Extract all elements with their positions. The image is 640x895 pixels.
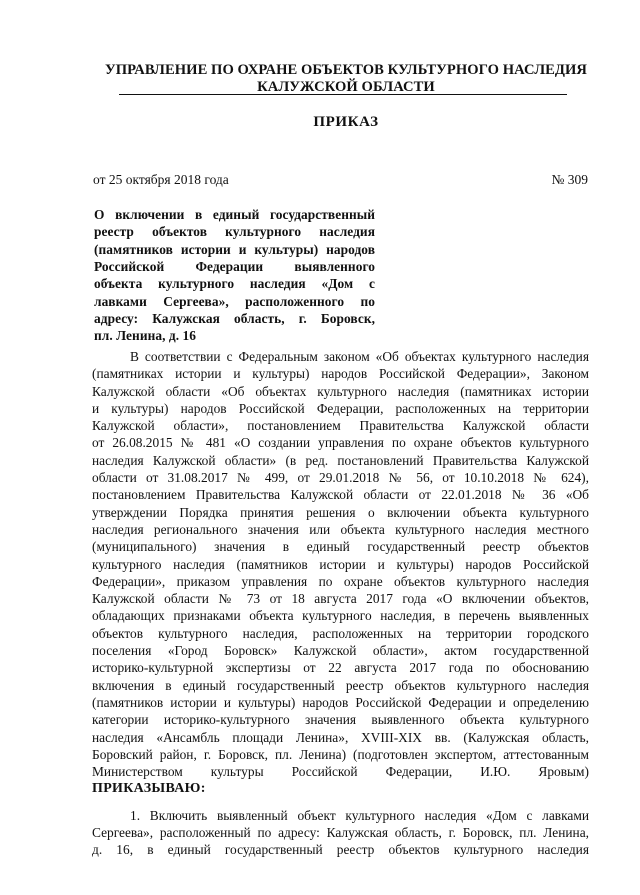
item-line: Сергеева», расположенный по адресу: Калужская область, г. Боровск, пл. Ленина, — [92, 825, 589, 841]
body-line: Боровский район, г. Боровск, пл. Ленина) (подготовлен экспертом, аттестованным — [92, 746, 589, 762]
subject-line: (памятников истории и культуры) народов — [94, 241, 375, 257]
organization-name-line-1: УПРАВЛЕНИЕ ПО ОХРАНЕ ОБЪЕКТОВ КУЛЬТУРНОГО НАСЛЕДИЯ — [104, 62, 587, 78]
body-line: включения в единый государственный реестр объектов культурного наследия — [92, 677, 589, 693]
body-line: наследия регионального значения или объекта культурного наследия местного — [92, 521, 589, 537]
subject-line: реестр объектов культурного наследия — [94, 224, 375, 240]
body-line: наследия «Ансамбль площади Ленина», XVIII-XIX вв. (Калужская область, — [92, 729, 589, 745]
subject-line: объекта культурного наследия «Дом с — [94, 276, 375, 292]
body-line: культурного наследия (памятников истории и культуры) народов Российской — [92, 556, 589, 572]
subject-line: лавками Сергеева», расположенного по — [94, 293, 375, 309]
body-line: постановлением Правительства Калужской области от 22.01.2018 № 36 «Об — [92, 487, 589, 503]
body-line: объектов культурного наследия, расположенных на территории городского — [92, 625, 589, 641]
body-line: Калужской области № 73 от 18 августа 2017 года «О включении объектов, — [92, 591, 589, 607]
body-line: Министерством культуры Российской Федерации, И.Ю. Яровым) — [92, 764, 589, 780]
body-line: и культуры) народов Российской Федерации, расположенных на территории — [92, 400, 589, 416]
subject-line: О включении в единый государственный — [94, 207, 375, 222]
body-line: Калужской области», постановлением Правительства Калужской области — [92, 418, 589, 434]
body-line: Федерации», приказом управления по охране объектов культурного наследия — [92, 573, 589, 589]
organization-header — [80, 62, 612, 96]
body-line: (памятниках истории и культуры) народов Российской Федерации», Законом — [92, 366, 589, 382]
document-type-title: ПРИКАЗ — [313, 114, 379, 130]
body-line: (памятников истории и культуры) народов Российской Федерации и определению — [92, 694, 589, 710]
body-line: утверждении Порядка принятия решения о включении объекта культурного — [92, 504, 589, 520]
subject-line: адресу: Калужская область, г. Боровск, — [94, 311, 375, 327]
item-line: 1. Включить выявленный объект культурного наследия «Дом с лавками — [130, 807, 589, 823]
order-body — [92, 348, 589, 859]
order-subject — [94, 206, 375, 345]
header-underline — [119, 94, 567, 95]
body-line: поселения «Город Боровск» Калужской области», актом государственной — [92, 643, 589, 659]
body-line: обладающих признаками объекта культурного наследия, в перечень выявленных — [92, 608, 589, 624]
organization-name-line-2: КАЛУЖСКОЙ ОБЛАСТИ — [257, 79, 435, 95]
body-line: В соответствии с Федеральным законом «Об объектах культурного наследия — [130, 349, 589, 364]
body-line: области от 31.08.2017 № 499, от 29.01.2018 № 56, от 10.10.2018 № 624), — [92, 470, 589, 486]
body-line: наследия Калужской области» (в ред. постановлений Правительства Калужской — [92, 452, 589, 468]
subject-line: Российской Федерации выявленного — [94, 259, 375, 275]
item-line: д. 16, в единый государственный реестр объектов культурного наследия — [92, 842, 589, 858]
subject-line: пл. Ленина, д. 16 — [94, 328, 196, 344]
body-line: категории историко-культурного значения выявленного объекта культурного — [92, 712, 589, 728]
body-line: (муниципального) значения в единый государственный реестр объектов — [92, 539, 589, 555]
order-number: № 309 — [551, 172, 588, 187]
body-line: историко-культурной экспертизы от 22 августа 2017 года по обоснованию — [92, 660, 589, 676]
order-date: от 25 октября 2018 года — [93, 172, 229, 187]
paragraph-gap — [92, 798, 589, 807]
body-line: Калужской области «Об объектах культурного наследия (памятниках истории — [92, 383, 589, 399]
body-line: от 26.08.2015 № 481 «О создании управления по охране объектов культурного — [92, 435, 589, 451]
decree-heading: ПРИКАЗЫВАЮ: — [92, 781, 206, 797]
